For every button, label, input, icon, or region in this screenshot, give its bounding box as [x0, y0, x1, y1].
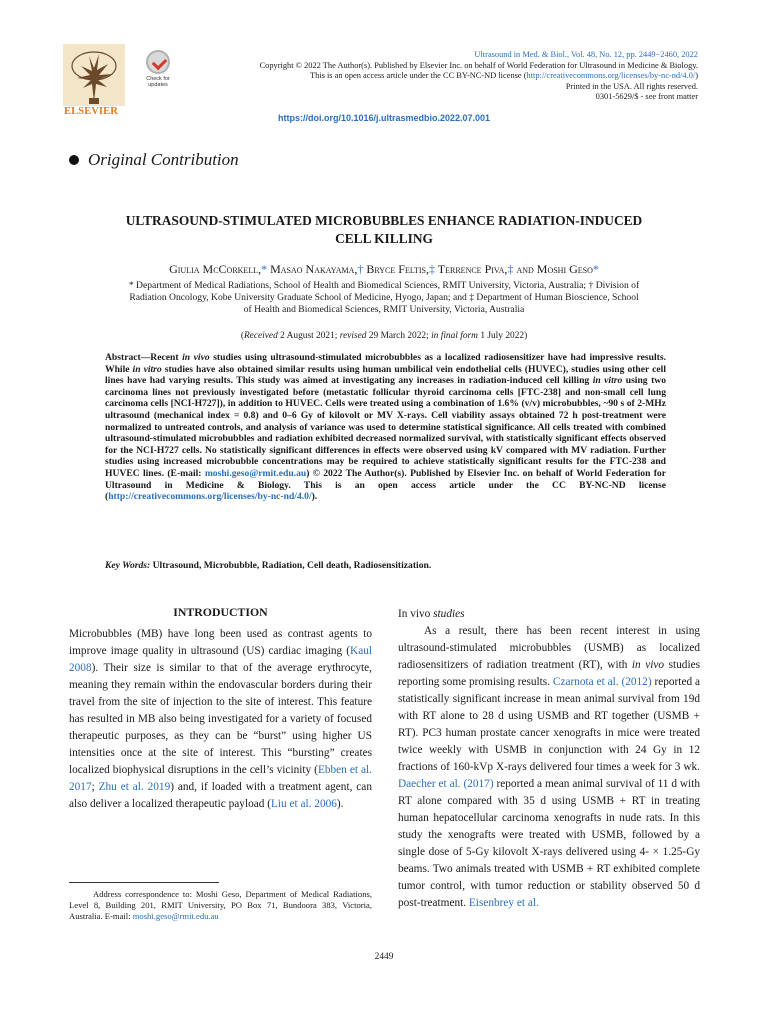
printed-line: Printed in the USA. All rights reserved. — [565, 81, 698, 91]
author: Bryce Feltis, — [366, 262, 429, 276]
elsevier-wordmark: ELSEVIER — [64, 106, 118, 117]
keywords-text: Ultrasound, Microbubble, Radiation, Cell death, Radiosensitization. — [150, 560, 432, 571]
in-vivo-paragraph: As a result, there has been recent interest in using ultrasound-stimulated microbubbles (USMB) as localized radiosensitizers of radiation treatment (RT), with in vivo studies reporting some promising results. Czarnota et al. (2012) reported a statistically significant increase in mean animal survival from 19d with RT alone to 28 d using USMB and RT together (USMB + RT). PC3 human prostate cancer xenografts in mice were treated twice weekly with USMB in conjunction with 24 Gy in 12 fractions of 160-kVp X-rays delivered four times a week for 3 wk. Daecher et al. (2017) reported a mean animal survival of 11 d with RT alone compared with 35 d using USMB + RT in treating human hepatocellular carcinoma xenografts in nude rats. In this study the xenografts were treated with USMB, followed by a single dose of 5-Gy kilovolt X-rays delivered using 4- × 1.25-Gy beams. Two animals treated with USMB + RT exhibited complete tumor control, with tumor reduction or stability observed 50 d post-treatment. Eisenbrey et al. — [398, 625, 701, 909]
doi-link[interactable]: https://doi.org/10.1016/j.ultrasmedbio.2022.07.001 — [277, 113, 491, 123]
author: Giulia McCorkell, — [169, 262, 262, 276]
affiliation-mark[interactable]: ‡ — [507, 262, 514, 276]
received-dates: (Received 2 August 2021; revised 29 March 2022; in final form 1 July 2022) — [240, 331, 528, 341]
footnote-divider — [69, 882, 219, 883]
keywords — [105, 560, 666, 571]
copyright-line: Copyright © 2022 The Author(s). Published by Elsevier Inc. on behalf of World Federation for Ultrasound in Medicine & Biology. — [259, 60, 698, 70]
section-label-text: Original Contribution — [88, 150, 239, 169]
author: Masao Nakayama, — [270, 262, 358, 276]
author: and Moshi Geso — [516, 262, 593, 276]
left-column — [69, 604, 372, 813]
affiliation-mark[interactable]: † — [357, 262, 364, 276]
abstract-license-link[interactable]: http://creativecommons.org/licenses/by-nc-nd/4.0/ — [108, 491, 312, 503]
introduction-heading: INTRODUCTION — [173, 605, 268, 619]
correspondence-footnote: Address correspondence to: Moshi Geso, Department of Medical Radiations, Level 8, Building 201, RMIT University, PO Box 71, Bundoora 383, Victoria, Australia. E-mail: moshi.geso@rmit.edu.au — [69, 889, 372, 921]
issn-line: 0301-5629/$ - see front matter — [595, 92, 698, 102]
keywords-label: Key Words: — [105, 560, 151, 571]
subheading-in-vivo: In vivo studies — [398, 608, 465, 620]
license-line: This is an open access article under the CC BY-NC-ND license (http://creativecommons.org/licenses/by-nc-nd/4.0/) — [309, 71, 698, 81]
section-label — [69, 150, 239, 170]
bullet-icon — [69, 155, 79, 165]
article-title: ULTRASOUND-STIMULATED MICROBUBBLES ENHANCE RADIATION-INDUCED CELL KILLING — [125, 213, 643, 246]
citation-link[interactable]: Zhu et al. 2019 — [98, 781, 171, 793]
citation-link[interactable]: Eisenbrey et al. — [468, 897, 539, 909]
affiliation-mark[interactable]: * — [261, 262, 268, 276]
affiliation-mark[interactable]: * — [592, 262, 599, 276]
check-for-updates-badge[interactable] — [142, 50, 174, 94]
affiliations: * Department of Medical Radiations, School of Health and Biomedical Sciences, RMIT University, Victoria, Australia; † Division of Radiation Oncology, Kobe University Graduate School of Medicine, Hyogo, Japan; and ‡ Department of Human Bioscience, School of Health and Biomedical Sciences, RMIT University, Victoria, Australia — [128, 280, 640, 316]
abstract-email-link[interactable]: moshi.geso@rmit.edu.au — [204, 467, 307, 479]
license-link[interactable]: http://creativecommons.org/licenses/by-nc-nd/4.0/ — [526, 71, 696, 81]
citation-link[interactable]: Czarnota et al. (2012) — [552, 676, 652, 688]
footnote-email-link[interactable]: moshi.geso@rmit.edu.au — [132, 910, 219, 921]
citation-link[interactable]: Ebben et al. 2017 — [69, 764, 372, 793]
check-updates-icon — [146, 50, 170, 74]
badge-line-2: updates — [148, 82, 168, 88]
affiliation-mark[interactable]: ‡ — [429, 262, 435, 276]
badge-line-1: Check for — [146, 76, 170, 82]
author-list — [60, 262, 708, 277]
citation-link[interactable]: Daecher et al. (2017) — [398, 778, 494, 790]
page-number: 2449 — [374, 952, 394, 962]
citation-link[interactable]: Kaul 2008 — [69, 645, 372, 674]
journal-header — [260, 50, 698, 103]
citation-link[interactable]: Liu et al. 2006 — [271, 798, 337, 810]
journal-citation-link[interactable]: Ultrasound in Med. & Biol., Vol. 48, No. 12, pp. 2449−2460, 2022 — [474, 50, 698, 59]
author: Terrence Piva, — [437, 262, 508, 276]
right-column — [398, 606, 700, 912]
intro-paragraph: Microbubbles (MB) have long been used as contrast agents to improve image quality in ultrasound (US) cardiac imaging (Kaul 2008). Their size is similar to that of the average erythrocyte, meaning they remain within the endovascular borders during their travel from the site of injection to the site of interest. This feature has resulted in MB also being investigated for a variety of focused therapeutic purposes, as they can be “burst” using higher US intensities once at the site of interest. This “bursting” creates localized biophysical disruptions in the cell’s vicinity (Ebben et al. 2017; Zhu et al. 2019) and, if loaded with a treatment agent, can also deliver a localized therapeutic payload (Liu et al. 2006). — [69, 628, 372, 810]
abstract: Abstract—Recent in vivo studies using ultrasound-stimulated microbubbles as a localized radiosensitizer have had impressive results. While in vitro studies have also obtained similar results using human umbilical vein endothelial cells (HUVEC), studies using other cell lines have had varying results. This study was aimed at investigating any increases in radiation-induced cell killing in vitro using two carcinoma lines not previously investigated before (metastatic follicular thyroid carcinoma cells [FTC-238] and non-small cell lung carcinoma cells [NCI-H727]), in addition to HUVEC. Cells were treated using a combination of 1.6% (v/v) microbubbles, ~90 s of 2-MHz ultrasound (mechanical index = 0.8) and 0–6 Gy of kilovolt or MV X-rays. Cell viability assays obtained 72 h post-treatment were normalized to untreated controls, and analysis of variance was used to determine statistical significance. All cells treated with combined ultrasound-stimulated microbubbles and radiation exhibited decreased normalized survival, with statistically significant effects observed for the NCI-H727 cells. No statistically significant differences in effects were observed using kV compared with MV radiation. Further studies using increased microbubble concentrations may be required to achieve statistically significant results for the FTC-238 and HUVEC lines. (E-mail: moshi.geso@rmit.edu.au) © 2022 The Author(s). Published by Elsevier Inc. on behalf of World Federation for Ultrasound in Medicine & Biology. This is an open access article under the CC BY-NC-ND license (http://creativecommons.org/licenses/by-nc-nd/4.0/). — [105, 352, 666, 503]
